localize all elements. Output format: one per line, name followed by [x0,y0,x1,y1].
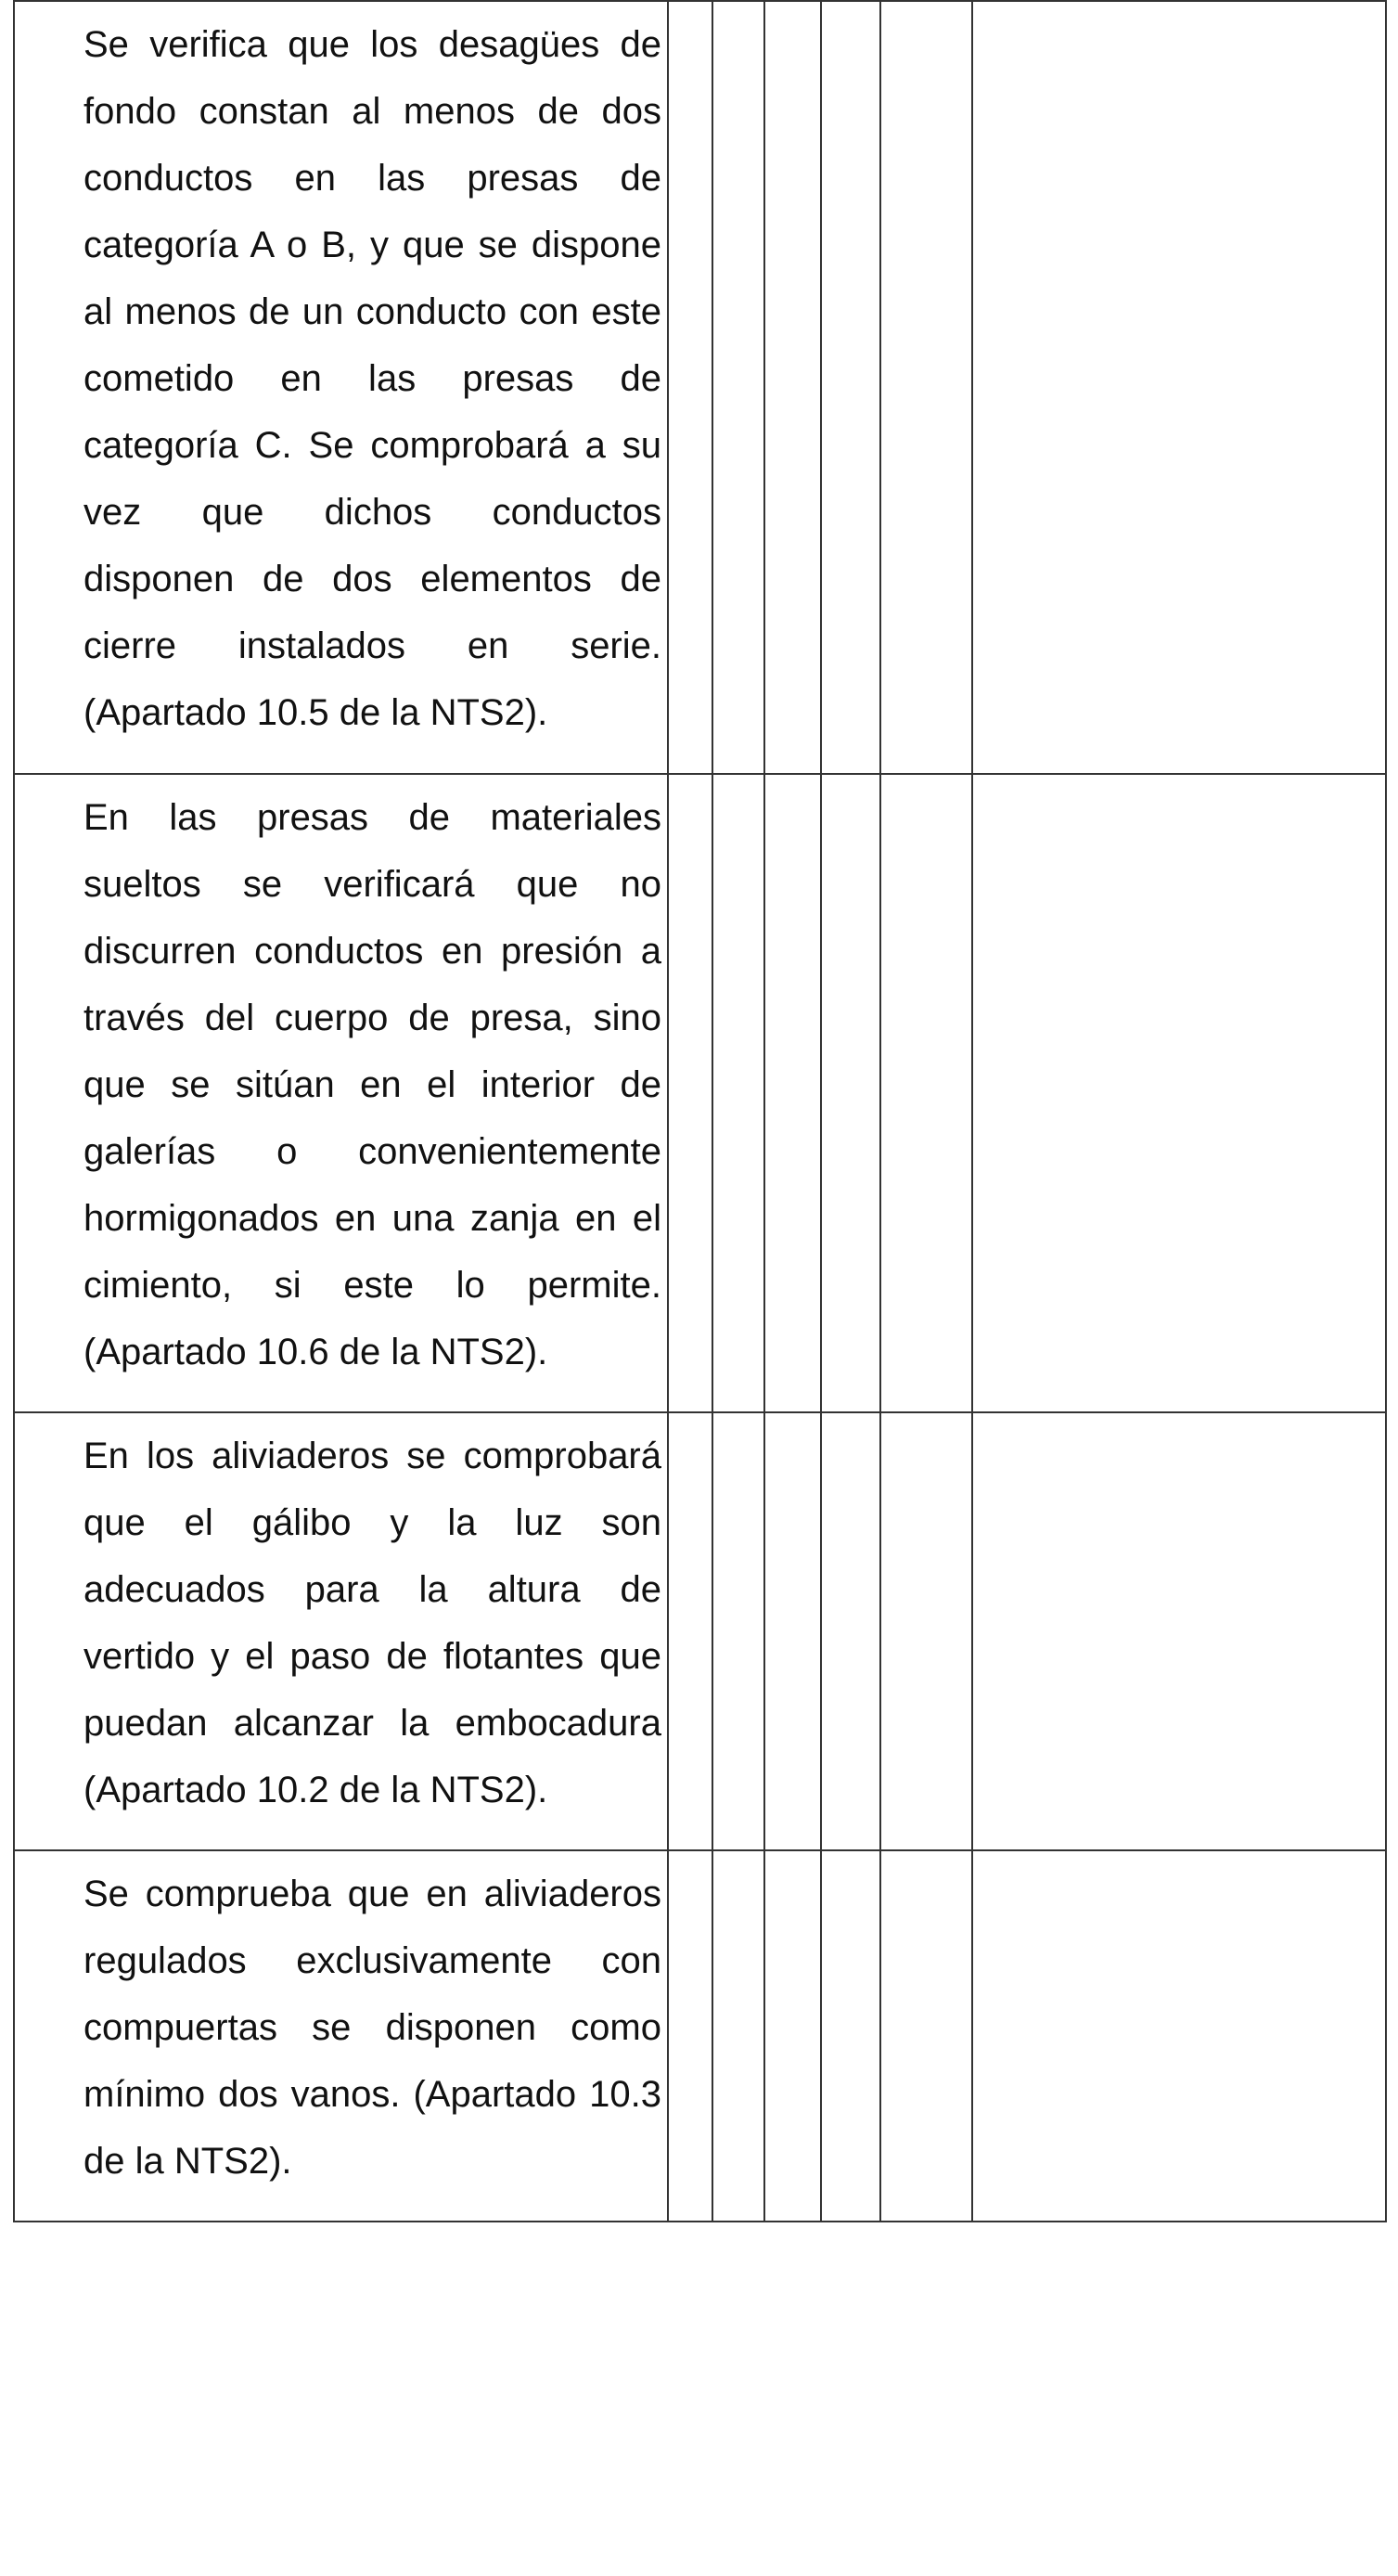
check-cell [668,1,712,774]
check-cell [880,1,972,774]
requirement-text: Se comprueba que en aliviaderos regulados exclusivamente con compuertas se disponen como mínimo dos vanos. (Apartado 10.3 de la NTS2). [83,1874,661,2182]
verification-checklist-table [13,0,1387,2222]
observations-cell [972,774,1386,1412]
table-row [14,1412,1386,1850]
check-cell [880,1850,972,2222]
requirement-cell [14,1,668,774]
requirement-cell [14,1412,668,1850]
requirement-text: En los aliviaderos se comprobará que el gálibo y la luz son adecuados para la altura de vertido y el paso de flotantes que puedan alcanzar la embocadura (Apartado 10.2 de la NTS2). [83,1436,661,1810]
check-cell [712,774,764,1412]
check-cell [712,1412,764,1850]
requirement-text: En las presas de materiales sueltos se verificará que no discurren conductos en presión a través del cuerpo de presa, sino que se sitúan en el interior de galerías o convenientemente hormigonados en una zanja en el cimiento, si este lo permite. (Apartado 10.6 de la NTS2). [83,797,661,1372]
requirement-cell [14,1850,668,2222]
observations-cell [972,1850,1386,2222]
check-cell [668,774,712,1412]
check-cell [712,1,764,774]
observations-cell [972,1,1386,774]
check-cell [821,1412,880,1850]
requirement-cell [14,774,668,1412]
check-cell [764,1,821,774]
check-cell [821,774,880,1412]
check-cell [821,1850,880,2222]
check-cell [764,1850,821,2222]
check-cell [712,1850,764,2222]
check-cell [668,1850,712,2222]
check-cell [821,1,880,774]
table-row [14,1850,1386,2222]
check-cell [764,1412,821,1850]
check-cell [668,1412,712,1850]
check-cell [764,774,821,1412]
table-row [14,774,1386,1412]
observations-cell [972,1412,1386,1850]
check-cell [880,774,972,1412]
table-row [14,1,1386,774]
check-cell [880,1412,972,1850]
requirement-text: Se verifica que los desagües de fondo constan al menos de dos conductos en las presas de categoría A o B, y que se dispone al menos de un conducto con este cometido en las presas de categoría C. Se comprobará a su vez que dichos conductos disponen de dos elementos de cierre instalados en serie. (Apartado 10.5 de la NTS2). [83,24,661,733]
